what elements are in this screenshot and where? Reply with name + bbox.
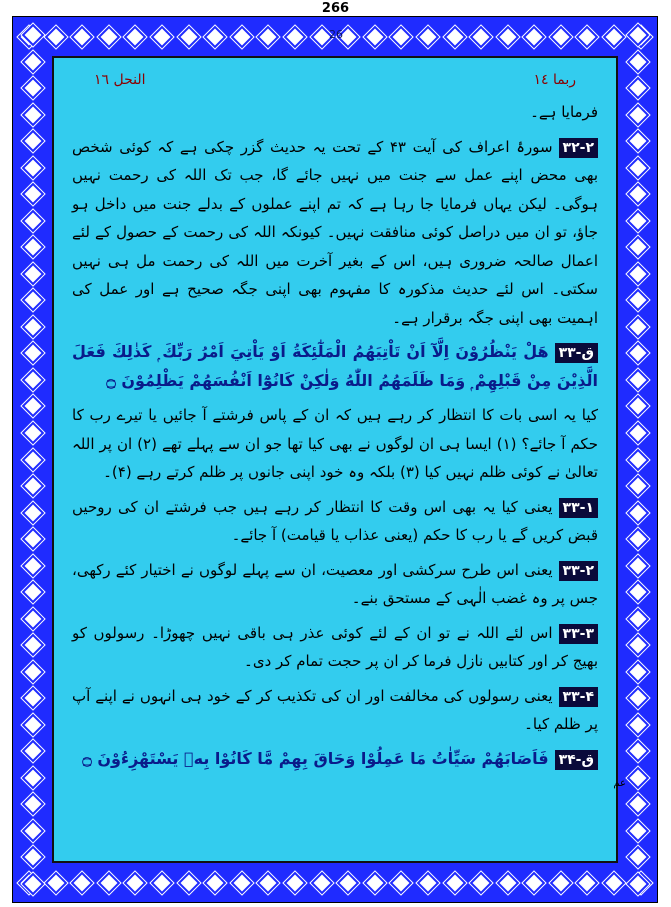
ayah-text (72, 745, 598, 774)
juz-name: ربما ١٤ (533, 72, 576, 88)
page-header (54, 68, 616, 92)
diamond-ornament (21, 528, 44, 551)
diamond-ornament (626, 820, 649, 843)
diamond-ornament (21, 50, 44, 73)
page-number: 266 (321, 1, 350, 16)
paragraph-text: فَاَصَابَهُمْ سَيِّاٰتُ مَا عَمِلُوْا وَحَاقَ بِهِمْ مَّا كَانُوْا بِهٖ يَسْتَهْزِءُوْنَ ۝ (82, 748, 549, 768)
diamond-ornament (626, 501, 649, 524)
diamond-ornament (71, 871, 94, 894)
diamond-ornament (626, 369, 649, 392)
diamond-ornament (21, 740, 44, 763)
commentary-paragraph (72, 682, 598, 739)
diamond-ornament (21, 103, 44, 126)
paragraph-text: یعنی اس طرح سرکشی اور معصیت، ان سے پہلے لوگوں نے اختیار کئے رکھی، جس پر وہ غضب الٰہی کے مستحق بنے۔ (72, 560, 598, 607)
diamond-ornament (21, 846, 44, 869)
diamond-ornament (626, 262, 649, 285)
diamond-ornament (151, 871, 174, 894)
commentary-paragraph (72, 619, 598, 676)
diamond-ornament (626, 50, 649, 73)
diamond-ornament (626, 342, 649, 365)
diamond-ornament (626, 873, 649, 896)
diamond-ornament (626, 316, 649, 339)
diamond-ornament (576, 871, 599, 894)
diamond-ornament (230, 871, 253, 894)
diamond-ornament (550, 871, 573, 894)
diamond-ornament (443, 871, 466, 894)
diamond-ornament (626, 130, 649, 153)
diamond-ornament (626, 634, 649, 657)
diamond-ornament (44, 871, 67, 894)
surah-name: النحل ١٦ (94, 72, 146, 88)
diamond-ornament (21, 660, 44, 683)
commentary-paragraph (72, 493, 598, 550)
diamond-ornament (21, 634, 44, 657)
diamond-ornament (204, 871, 227, 894)
commentary-paragraph (72, 133, 598, 333)
commentary-paragraph (72, 401, 598, 487)
diamond-ornament (417, 871, 440, 894)
diamond-ornament (626, 103, 649, 126)
diamond-ornament (21, 448, 44, 471)
ayah-text (72, 338, 598, 395)
diamond-ornament (21, 262, 44, 285)
diamond-ornament (21, 156, 44, 179)
diamond-ornament (626, 793, 649, 816)
diamond-ornament (21, 316, 44, 339)
paragraph-text: یعنی رسولوں کی مخالفت اور ان کی تکذیب کر کے خود ہی انہوں نے اپنے آپ پر ظلم کیا۔ (72, 686, 598, 733)
verse-number-badge: ۳۳-۲ (559, 561, 598, 581)
corner-mark: عم (613, 778, 626, 789)
diamond-ornament (626, 448, 649, 471)
diamond-ornament (21, 289, 44, 312)
diamond-ornament (626, 767, 649, 790)
diamond-ornament (626, 156, 649, 179)
paragraph-text: اس لئے اللہ نے تو ان کے لئے کوئی عذر ہی باقی نہیں چھوڑا۔ رسولوں کو بھیج کر اور کتابیں نازل فرما کر ان پر حجت تمام کر دی۔ (72, 623, 598, 670)
diamond-ornament (21, 607, 44, 630)
diamond-ornament (626, 422, 649, 445)
diamond-ornament (21, 554, 44, 577)
paragraph-text: کیا یہ اسی بات کا انتظار کر رہے ہیں کہ ان کے پاس فرشتے آ جائیں یا تیرے رب کا حکم آ جائے؟ (۱) ایسا ہی ان لوگوں نے بھی کیا تھا جو ان سے پہلے تھے (۲) ان پر اللہ تعالیٰ نے کوئی ظلم نہیں کیا (۳) بلکہ وہ خود اپنی جانوں پر ظلم کرتے رہے (۴)۔ (72, 406, 598, 481)
diamond-ornament (626, 846, 649, 869)
diamond-ornament (21, 501, 44, 524)
diamond-column-left (20, 27, 45, 892)
diamond-ornament (21, 767, 44, 790)
verse-number-badge: ق-۳۴ (555, 750, 598, 770)
diamond-ornament (626, 528, 649, 551)
diamond-ornament (626, 713, 649, 736)
commentary-text (72, 98, 598, 773)
diamond-ornament (523, 871, 546, 894)
verse-number-badge: ۳۳-۱ (559, 498, 598, 518)
diamond-ornament (177, 871, 200, 894)
diamond-ornament (284, 871, 307, 894)
paragraph-text: سورۂ اعراف کی آیت ۴۳ کے تحت یہ حدیث گزر چکی ہے کہ کوئی شخص بھی محض اپنے عمل سے جنت میں نہیں جائے گا، جب تک اللہ کی رحمت نہیں ہوگی۔ لیکن یہاں فرمایا جا رہا ہے کہ تم اپنے عملوں کے بدلے جنت میں داخل ہو جاؤ، تو ان میں دراصل کوئی منافقت نہیں۔ کیونکہ اللہ کی رحمت کے حصول کے لئے اعمال صالحہ ضروری ہیں، اس کے بغیر آخرت میں اللہ کی رحمت مل ہی نہیں سکتی۔ اس لئے حدیث مذکورہ کا مفہوم بھی اپنی جگہ صحیح ہے اور عمل کی اہمیت بھی اپنی جگہ برقرار ہے۔ (72, 137, 598, 327)
diamond-ornament (21, 713, 44, 736)
diamond-ornament (626, 660, 649, 683)
diamond-ornament (21, 183, 44, 206)
diamond-ornament (496, 871, 519, 894)
frame-number: 26 (329, 28, 343, 41)
diamond-ornament (21, 77, 44, 100)
diamond-ornament (626, 209, 649, 232)
diamond-ornament (470, 871, 493, 894)
diamond-ornament (626, 607, 649, 630)
diamond-ornament (124, 871, 147, 894)
diamond-ornament (337, 871, 360, 894)
paragraph-text: هَلْ يَنْظُرُوْنَ اِلَّآ اَنْ تَاْتِيَهُمُ الْمَلٰٓئِكَةُ اَوْ يَاْتِيَ اَمْرُ رَبِّكَ ۭ كَذٰلِكَ فَعَلَ الَّذِيْنَ مِنْ قَبْلِهِمْ ۭ وَمَا ظَلَمَهُمُ اللّٰهُ وَلٰكِنْ كَانُوْٓا اَنْفُسَهُمْ يَظْلِمُوْنَ ۝ (72, 342, 598, 390)
diamond-ornament (626, 740, 649, 763)
diamond-ornament (21, 342, 44, 365)
diamond-ornament (626, 236, 649, 259)
diamond-ornament (626, 581, 649, 604)
diamond-ornament (626, 475, 649, 498)
diamond-column-right (625, 27, 650, 892)
commentary-paragraph (72, 98, 598, 127)
diamond-ornament (310, 871, 333, 894)
diamond-ornament (21, 475, 44, 498)
diamond-ornament (626, 395, 649, 418)
diamond-ornament (97, 871, 120, 894)
diamond-ornament (21, 209, 44, 232)
diamond-ornament (21, 820, 44, 843)
diamond-ornament (363, 871, 386, 894)
diamond-ornament (603, 871, 626, 894)
diamond-ornament (21, 793, 44, 816)
diamond-ornament (257, 871, 280, 894)
verse-number-badge: ۳۳-۳ (559, 624, 598, 644)
verse-number-badge: ق-۳۳ (555, 343, 598, 363)
paragraph-text: فرمایا ہے۔ (530, 103, 598, 121)
verse-number-badge: ۳۲-۲ (559, 138, 598, 158)
diamond-ornament (626, 77, 649, 100)
diamond-ornament (21, 422, 44, 445)
diamond-ornament (21, 236, 44, 259)
diamond-ornament (626, 554, 649, 577)
diamond-ornament (626, 289, 649, 312)
diamond-ornament (21, 873, 44, 896)
diamond-ornament (626, 183, 649, 206)
decorative-border (12, 16, 658, 903)
paragraph-text: یعنی کیا یہ بھی اس وقت کا انتظار کر رہے ہیں جب فرشتے ان کی روحیں قبض کریں گے یا رب کا حکم (یعنی عذاب یا قیامت) آ جائے۔ (72, 497, 598, 544)
commentary-paragraph (72, 556, 598, 613)
verse-number-badge: ۳۳-۴ (559, 687, 598, 707)
diamond-ornament (21, 395, 44, 418)
page-body (52, 56, 626, 863)
diamond-ornament (21, 581, 44, 604)
diamond-ornament (21, 369, 44, 392)
diamond-ornament (390, 871, 413, 894)
diamond-ornament (21, 687, 44, 710)
diamond-ornament (626, 687, 649, 710)
diamond-ornament (21, 130, 44, 153)
diamond-row-bottom (21, 870, 649, 895)
